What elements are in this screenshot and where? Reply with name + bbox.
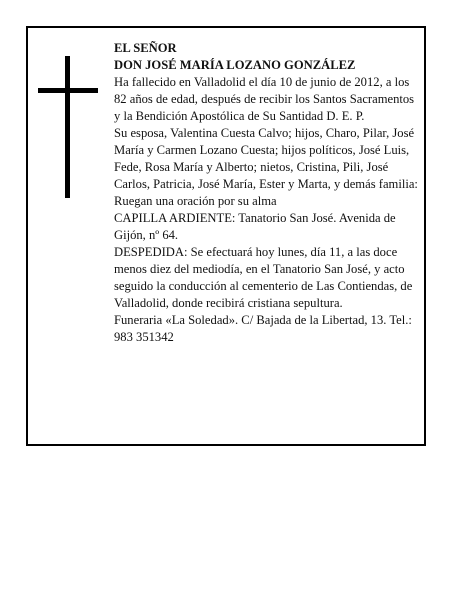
cross-horizontal-bar <box>38 88 98 93</box>
funeral-home-info: Funeraria «La Soledad». C/ Bajada de la Libertad, 13. Tel.: 983 351342 <box>114 313 412 344</box>
obituary-notice <box>26 26 426 446</box>
cross-icon <box>38 56 98 198</box>
farewell-info: DESPEDIDA: Se efectuará hoy lunes, día 11, a las doce menos diez del mediodía, en el Tanatorio San José, y acto seguido la conducción al cementerio de Las Contiendas, de Valladolid, donde recibirá cristiana sepultura. <box>114 245 413 310</box>
chapel-info: CAPILLA ARDIENTE: Tanatorio San José. Avenida de Gijón, nº 64. <box>114 211 396 242</box>
family-list: Su esposa, Valentina Cuesta Calvo; hijos, Charo, Pilar, José María y Carmen Lozano Cuesta; hijos políticos, José Luis, Fede, Rosa María y Alberto; nietos, Cristina, Pili, José Carlos, Patricia, José María, Ester y Marta, y demás familia: <box>114 126 418 191</box>
cross-vertical-bar <box>65 56 70 198</box>
notice-title: EL SEÑOR <box>114 41 177 55</box>
deceased-name: DON JOSÉ MARÍA LOZANO GONZÁLEZ <box>114 58 356 72</box>
prayer-request: Ruegan una oración por su alma <box>114 194 277 208</box>
death-announcement: Ha fallecido en Valladolid el día 10 de junio de 2012, a los 82 años de edad, después de recibir los Santos Sacramentos y la Bendición Apostólica de Su Santidad D. E. P. <box>114 75 415 123</box>
notice-text <box>114 40 418 346</box>
